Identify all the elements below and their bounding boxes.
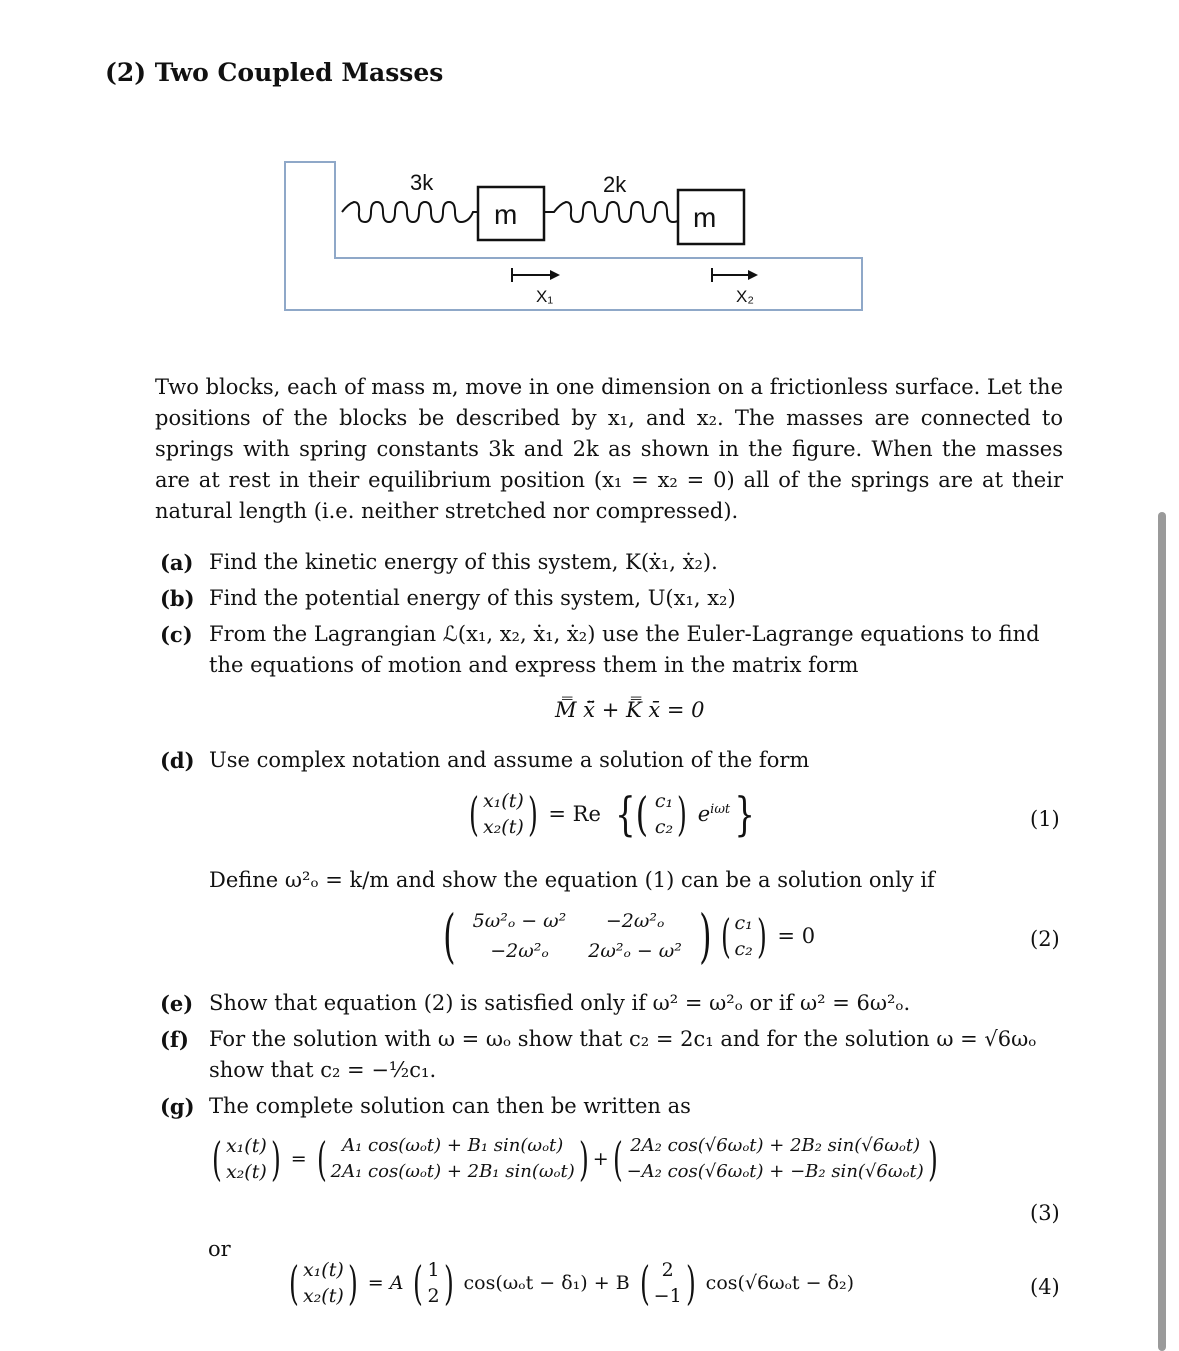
part-c-label: (c) xyxy=(160,622,193,647)
x2-axis-label: X₂ xyxy=(736,287,754,306)
eq2-rhs: = 0 xyxy=(777,924,816,948)
eq1-lhs-top: x₁(t) xyxy=(482,790,524,812)
eq4-v2-top: 2 xyxy=(661,1259,674,1281)
equation-4-number: (4) xyxy=(1030,1275,1060,1299)
eq2-v-top: c₁ xyxy=(734,912,753,934)
part-b-text: Find the potential energy of this system, U(x₁, x₂) xyxy=(209,586,736,610)
part-a-label: (a) xyxy=(160,550,194,575)
equation-4: ( x₁(t) x₂(t)) = A ( 1 2) cos(ωₒt − δ₁) + B ( 2 −1) cos(√6ωₒt − δ₂) xyxy=(289,1256,855,1310)
eq3-lhs-bottom: x₂(t) xyxy=(225,1161,267,1183)
eq3-a-bottom: 2A₁ cos(ωₒt) + 2B₁ sin(ωₒt) xyxy=(330,1161,575,1182)
eq4-v1-top: 1 xyxy=(427,1259,440,1281)
eq3-lhs-top: x₁(t) xyxy=(225,1135,267,1157)
equation-1-number: (1) xyxy=(1030,807,1060,831)
part-f-label: (f) xyxy=(160,1027,189,1052)
mass-1-label: m xyxy=(494,199,518,230)
equation-1: ( x₁(t) x₂(t)) = Re {( c₁ c₂) $e^{i\omega t}$} xyxy=(469,787,756,841)
part-a-text: Find the kinetic energy of this system, K(ẋ₁, ẋ₂). xyxy=(209,550,718,574)
eq2-m22: 2ω²ₒ − ω² xyxy=(588,940,682,962)
part-e-text: Show that equation (2) is satisfied only if ω² = ω²ₒ or if ω² = 6ω²ₒ. xyxy=(209,991,911,1015)
x1-axis-arrow xyxy=(512,268,560,282)
vertical-scrollbar[interactable] xyxy=(1158,512,1166,1351)
spring-2k-label: 2k xyxy=(603,172,627,197)
part-f-text: For the solution with ω = ωₒ show that c₂ = 2c₁ and for the solution ω = √6ωₒ show that c₂ = −½c₁. xyxy=(209,1027,1037,1082)
equation-2: ( 5ω²ₒ − ω² −2ω²ₒ −2ω²ₒ 2ω²ₒ − ω² ) ( c₁ c₂) = 0 xyxy=(443,902,816,970)
part-b-label: (b) xyxy=(160,586,195,611)
eq4-lhs-top: x₁(t) xyxy=(302,1259,344,1281)
eq4-v1-bottom: 2 xyxy=(427,1285,440,1307)
part-c-text: From the Lagrangian ℒ(x₁, x₂, ẋ₁, ẋ₂) use the Euler-Lagrange equations to find the equations of motion and express them in the matrix form xyxy=(209,622,1040,677)
part-d-label: (d) xyxy=(160,748,195,773)
eq2-m12: −2ω²ₒ xyxy=(605,910,665,932)
or-connector: or xyxy=(208,1237,231,1261)
x1-axis-label: X₁ xyxy=(536,287,554,306)
mass-2-label: m xyxy=(693,202,717,233)
part-d-text: Use complex notation and assume a solution of the form xyxy=(209,748,810,772)
eq2-v-bottom: c₂ xyxy=(734,938,753,960)
matrix-form-equation: M̿ ẍ̄ + K̿ x̄ = 0 xyxy=(555,698,705,722)
eq4-lhs-bottom: x₂(t) xyxy=(302,1285,344,1307)
eq4-term2: cos(√6ωₒt − δ₂) xyxy=(705,1272,855,1294)
part-g-text: The complete solution can then be written as xyxy=(209,1094,691,1118)
spring-2k xyxy=(544,202,685,222)
eq3-plus: + xyxy=(592,1148,609,1170)
equation-3-number: (3) xyxy=(1030,1201,1060,1225)
eq1-rhs-bottom: c₂ xyxy=(654,816,674,838)
eq4-equals-a: = A xyxy=(367,1272,404,1294)
eq1-lhs-bottom: x₂(t) xyxy=(482,816,524,838)
spring-3k-label: 3k xyxy=(410,170,434,195)
spring-3k xyxy=(342,202,478,222)
eq4-v2-bottom: −1 xyxy=(653,1285,682,1307)
part-d-define: Define ω²ₒ = k/m and show the equation (1) can be a solution only if xyxy=(209,868,935,892)
eq3-b-top: 2A₂ cos(√6ωₒt) + 2B₂ sin(√6ωₒt) xyxy=(630,1135,921,1156)
part-g-label: (g) xyxy=(160,1094,195,1119)
eq3-a-top: A₁ cos(ωₒt) + B₁ sin(ωₒt) xyxy=(342,1135,564,1156)
eq1-rhs-top: c₁ xyxy=(654,790,674,812)
x2-axis-arrow xyxy=(712,268,758,282)
equation-2-number: (2) xyxy=(1030,927,1060,951)
eq3-equals: = xyxy=(290,1148,307,1170)
intro-paragraph: Two blocks, each of mass m, move in one dimension on a frictionless surface. Let the positions of the blocks be described by x₁, and x₂. The masses are connected to springs with spring constants 3k and 2k as shown in the figure. When the masses are at rest in their equilibrium position (x₁ = x₂ = 0) all of the springs are at their natural length (i.e. neither stretched nor compressed). xyxy=(155,375,1063,523)
eq1-equals-re: = Re xyxy=(548,802,601,826)
eq2-m21: −2ω²ₒ xyxy=(490,940,549,962)
eq3-b-bottom: −A₂ cos(√6ωₒt) + −B₂ sin(√6ωₒt) xyxy=(626,1161,924,1182)
part-e-label: (e) xyxy=(160,991,194,1016)
eq2-m11: 5ω²ₒ − ω² xyxy=(472,910,567,932)
track-outline xyxy=(285,162,862,310)
equation-3: ( x₁(t) x₂(t)) = ( A₁ cos(ωₒt) + B₁ sin(ωₒt) 2A₁ cos(ωₒt) + 2B₁ sin(ωₒt)) +( 2A₂ cos(√6ωₒt) + 2B₂ sin(√6ωₒt) −A₂ cos(√6ωₒt) + −B₂ sin(√6ωₒt)) xyxy=(212,1132,938,1186)
eq1-exponent-base: e xyxy=(697,802,711,826)
coupled-masses-figure xyxy=(282,160,867,315)
problem-title: (2) Two Coupled Masses xyxy=(105,58,444,87)
eq4-term1: cos(ωₒt − δ₁) + B xyxy=(463,1272,630,1294)
eq1-exponent-power: iωt xyxy=(710,802,731,817)
